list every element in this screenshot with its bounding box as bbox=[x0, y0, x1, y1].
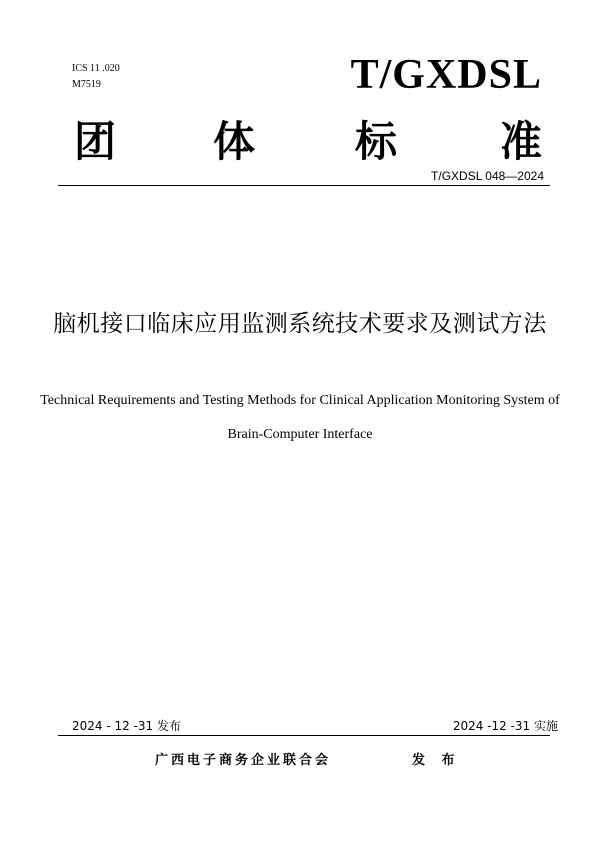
standard-type-char: 体 bbox=[213, 117, 256, 166]
organization-code: T/GXDSL bbox=[350, 52, 542, 98]
publisher-name: 广西电子商务企业联合会 bbox=[155, 753, 332, 768]
issue-date: 2024 - 12 -31 发布 bbox=[72, 719, 181, 733]
standard-type-char: 准 bbox=[500, 117, 543, 166]
chinese-title: 脑机接口临床应用监测系统技术要求及测试方法 bbox=[53, 311, 547, 337]
publish-label: 发 布 bbox=[412, 753, 461, 768]
standard-type-char: 标 bbox=[355, 117, 398, 166]
ics-code: ICS 11 .020 bbox=[72, 63, 120, 74]
english-title: Technical Requirements and Testing Methods for Clinical Application Monitoring System of Brain-Computer Interface bbox=[40, 393, 560, 442]
implementation-date: 2024 -12 -31 实施 bbox=[452, 719, 558, 733]
standard-type-char: 团 bbox=[74, 117, 117, 166]
standard-number: T/GXDSL 048—2024 bbox=[431, 169, 544, 183]
bottom-divider bbox=[58, 735, 550, 736]
top-divider bbox=[58, 185, 550, 186]
ccs-code: M7519 bbox=[72, 79, 101, 90]
